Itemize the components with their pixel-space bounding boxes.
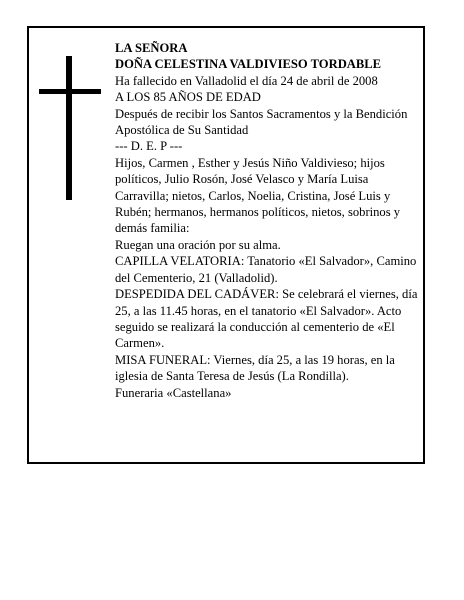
notice-title: LA SEÑORA xyxy=(115,41,188,55)
dep-line: --- D. E. P --- xyxy=(115,139,183,154)
family-paragraph: Hijos, Carmen , Esther y Jesús Niño Valdivieso; hijos políticos, Julio Rosón, José Velasco y María Luisa Carravilla; nietos, Carlos, Noelia, Cristina, José Luis y Rubén; hermanos, hermanos políticos, nietos, sobrinos y demás familia: xyxy=(115,155,401,236)
prayer-line: Ruegan una oración por su alma. xyxy=(115,237,281,252)
death-date-line: Ha fallecido en Valladolid el día 24 de abril de 2008 xyxy=(115,73,378,88)
mass-paragraph: MISA FUNERAL: Viernes, día 25, a las 19 horas, en la iglesia de Santa Teresa de Jesús (La Rondilla). xyxy=(115,352,395,384)
sacraments-paragraph: Después de recibir los Santos Sacramentos y la Bendición Apostólica de Su Santidad xyxy=(115,106,408,138)
deceased-name: DOÑA CELESTINA VALDIVIESO TORDABLE xyxy=(115,57,382,72)
obituary-text xyxy=(115,40,425,401)
cross-vertical-bar xyxy=(66,56,72,200)
latin-cross-icon xyxy=(39,56,101,200)
cross-horizontal-bar xyxy=(39,89,101,94)
funeral-home-line: Funeraria «Castellana» xyxy=(115,385,232,400)
age-line: A LOS 85 AÑOS DE EDAD xyxy=(115,90,261,105)
obituary-notice xyxy=(27,26,425,464)
chapel-paragraph: CAPILLA VELATORIA: Tanatorio «El Salvador», Camino del Cementerio, 21 (Valladolid). xyxy=(115,254,417,285)
farewell-paragraph: DESPEDIDA DEL CADÁVER: Se celebrará el viernes, día 25, a las 11.45 horas, en el tanatorio «El Salvador». Acto seguido se realizará la conducción al cementerio de «El Carmen». xyxy=(115,287,418,351)
